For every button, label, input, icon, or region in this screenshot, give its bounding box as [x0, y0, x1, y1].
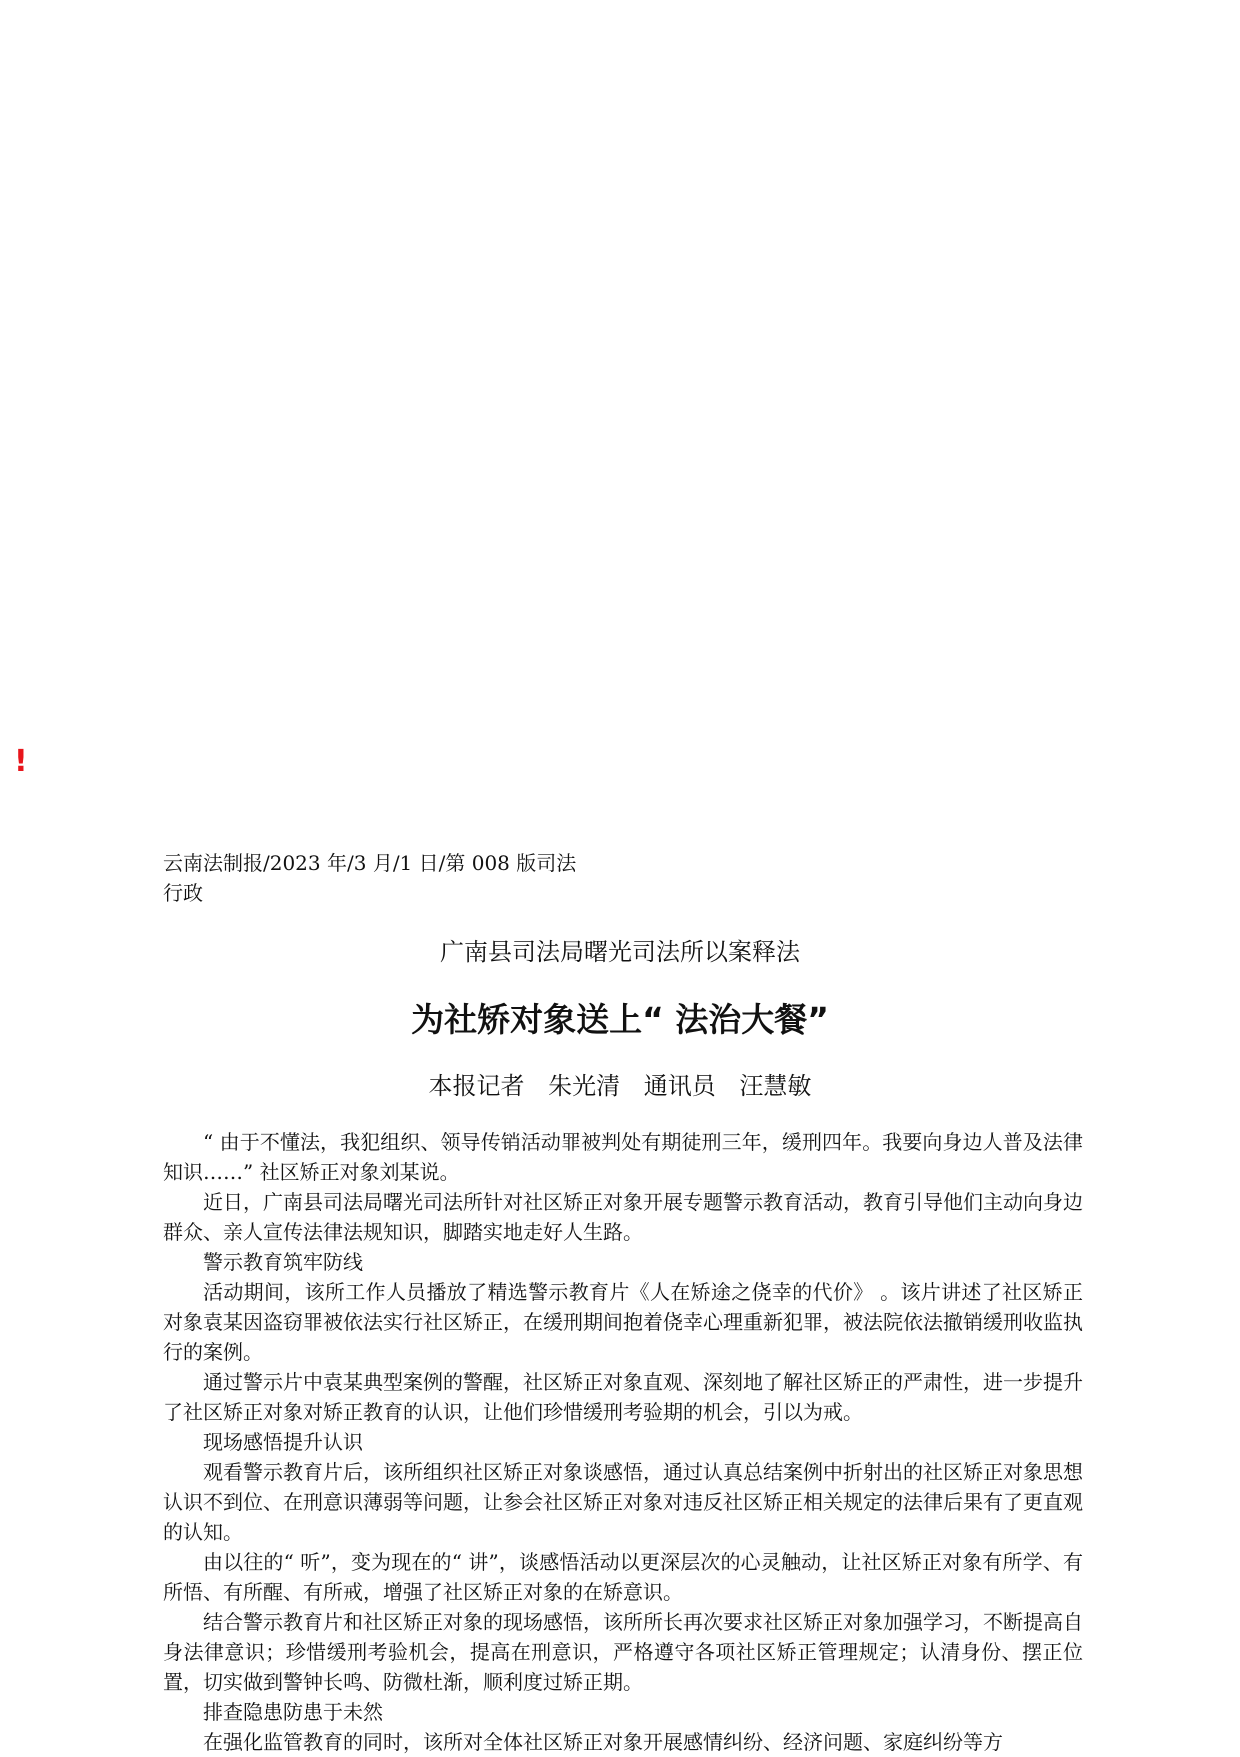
paragraph-quote: “ 由于不懂法，我犯组织、领导传销活动罪被判处有期徒刑三年，缓刑四年。我要向身边人普及法律知识……” 社区矫正对象刘某说。	[163, 1130, 1083, 1184]
article-byline: 本报记者 朱光清 通讯员 汪慧敏	[428, 1072, 812, 1100]
section-heading-reflection: 现场感悟提升认识	[203, 1430, 363, 1454]
paragraph: 观看警示教育片后，该所组织社区矫正对象谈感悟，通过认真总结案例中折射出的社区矫正对象思想认识不到位、在刑意识薄弱等问题，让参会社区矫正对象对违反社区矫正相关规定的法律后果有了更直观的认知。	[163, 1460, 1083, 1544]
red-exclamation-mark: !	[14, 744, 28, 779]
article-headline: 为社矫对象送上“ 法治大餐”	[411, 1000, 829, 1039]
newspaper-source-line: 云南法制报/2023 年/3 月/1 日/第 008 版司法行政	[163, 851, 577, 905]
paragraph: 在强化监管教育的同时，该所对全体社区矫正对象开展感情纠纷、经济问题、家庭纠纷等方	[203, 1730, 1003, 1754]
paragraph: 通过警示片中袁某典型案例的警醒，社区矫正对象直观、深刻地了解社区矫正的严肃性，进一步提升了社区矫正对象对矫正教育的认识，让他们珍惜缓刑考验期的机会，引以为戒。	[163, 1370, 1083, 1424]
paragraph: 结合警示教育片和社区矫正对象的现场感悟，该所所长再次要求社区矫正对象加强学习，不断提高自身法律意识；珍惜缓刑考验机会，提高在刑意识，严格遵守各项社区矫正管理规定；认清身份、摆正位置，切实做到警钟长鸣、防微杜渐，顺利度过矫正期。	[163, 1610, 1083, 1694]
section-heading-prevention: 排查隐患防患于未然	[203, 1700, 383, 1724]
paragraph: 由以往的“ 听”，变为现在的“ 讲”，谈感悟活动以更深层次的心灵触动，让社区矫正对象有所学、有所悟、有所醒、有所戒，增强了社区矫正对象的在矫意识。	[163, 1550, 1083, 1604]
article-body	[163, 1127, 1083, 1757]
paragraph-intro: 近日，广南县司法局曙光司法所针对社区矫正对象开展专题警示教育活动，教育引导他们主动向身边群众、亲人宣传法律法规知识，脚踏实地走好人生路。	[163, 1190, 1083, 1244]
article-kicker: 广南县司法局曙光司法所以案释法	[440, 938, 800, 966]
section-heading-warning: 警示教育筑牢防线	[203, 1250, 363, 1274]
paragraph: 活动期间，该所工作人员播放了精选警示教育片《人在矫途之侥幸的代价》 。该片讲述了社区矫正对象袁某因盗窃罪被依法实行社区矫正，在缓刑期间抱着侥幸心理重新犯罪，被法院依法撤销缓刑收监执行的案例。	[163, 1280, 1083, 1364]
